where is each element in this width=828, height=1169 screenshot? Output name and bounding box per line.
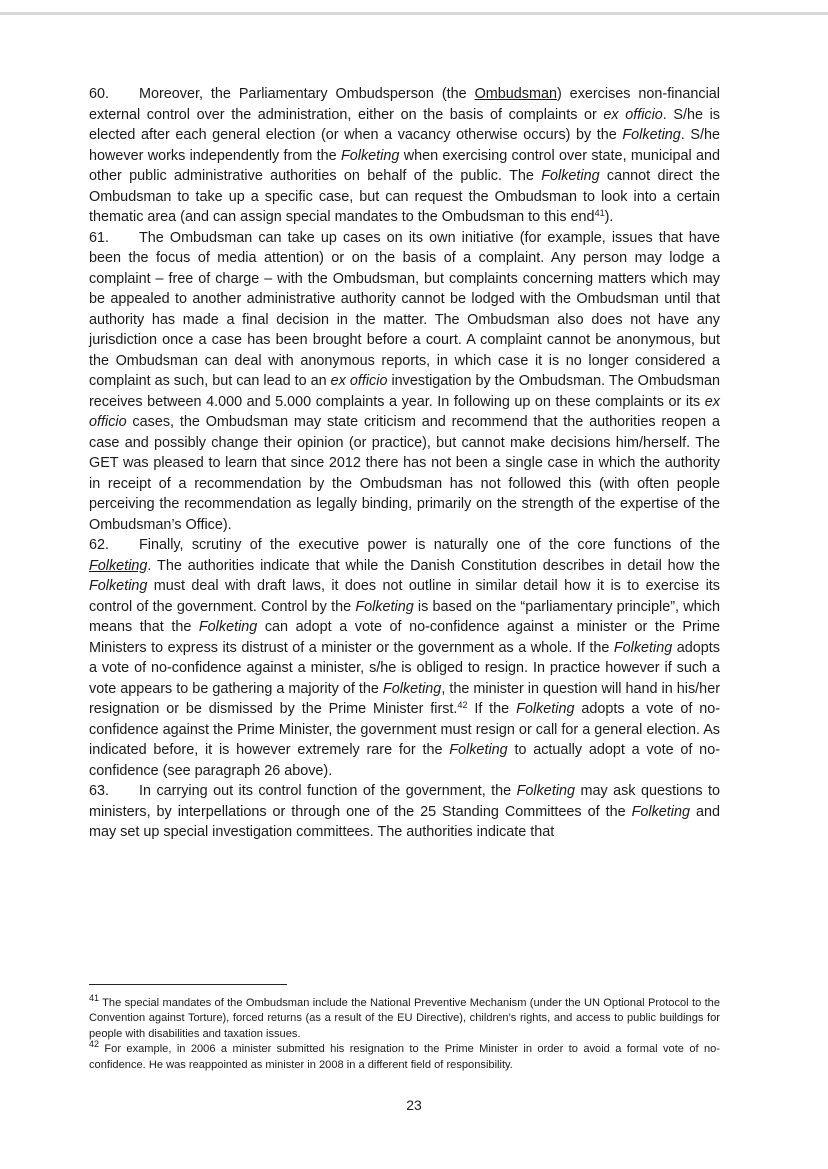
text-run: , the minister in question will hand in his/her resignation or be dismissed by the Prime Minister first.	[89, 680, 720, 717]
text-run: If the	[467, 701, 517, 717]
paragraph-number: 61.	[89, 229, 110, 246]
paragraph-63	[89, 781, 720, 843]
text-run: Folketing	[631, 803, 690, 820]
text-run: In carrying out its control function of the government, the	[139, 783, 517, 799]
text-run: may ask questions to ministers, by interpellations or through one of the 25 Standing Committees of the	[89, 783, 720, 820]
text-run: and may set up special investigation committees. The authorities indicate that	[89, 803, 720, 840]
paragraph-number: 60.	[89, 86, 110, 102]
paragraph-61	[89, 228, 720, 536]
page-number: 23	[406, 1097, 422, 1113]
footnotes	[89, 993, 720, 1073]
footnote-41-text: The special mandates of the Ombudsman include the National Preventive Mechanism (under the UN Optional Protocol to the Convention against Torture), forced returns (as a result of the EU Directive), children’s rights, and access to public buildings for people with disabilities and taxation issues.	[89, 997, 720, 1040]
text-run: Folketing	[340, 147, 400, 164]
footnote-42	[89, 1039, 720, 1073]
page-top-border	[0, 12, 828, 15]
text-run: when exercising control over state, municipal and other public administrative authorities on behalf of the public. The	[89, 147, 720, 184]
text-run: Folketing	[198, 619, 258, 635]
text-run: Folketing	[613, 639, 673, 656]
text-run: Moreover, the Parliamentary Ombudsperson (the	[139, 86, 475, 102]
footnote-reference: 42	[457, 700, 468, 710]
text-run: can adopt a vote of no-confidence against a minister or the Prime Ministers to express its distrust of a minister or the government as a whole. If the	[89, 619, 720, 656]
document-body	[89, 84, 720, 843]
text-run: . S/he is elected after each general election (or when a vacancy otherwise occurs) by the	[89, 106, 720, 143]
text-run: Folketing	[449, 742, 508, 758]
text-run: ).	[604, 209, 614, 225]
text-run: cannot direct the Ombudsman to take up a specific case, but can request the Ombudsman to look into a certain thematic area (and can assign special mandates to the Ombudsman to this end	[89, 168, 720, 225]
text-run: Folketing	[355, 598, 414, 615]
footnote-separator	[89, 984, 287, 985]
paragraph-number: 62.	[89, 537, 110, 553]
text-run: Folketing	[622, 127, 681, 143]
text-run: Folketing	[516, 701, 575, 717]
text-run: to actually adopt a vote of no-confidence (see paragraph 26 above).	[89, 742, 720, 779]
text-run: cases, the Ombudsman may state criticism and recommend that the authorities reopen a case and possibly change their opinion (or practice), but cannot make decisions him/herself. The GET was pleased to learn that since 2012 there has not been a single case in which the authority in receipt of a recommendation by the Ombudsman has not followed this (with often people perceiving the recommendation as legally binding, primarily on the strength of the expertise of the Ombudsman’s Office).	[89, 414, 720, 533]
text-run: . The authorities indicate that while the Danish Constitution describes in detail how the	[147, 557, 720, 574]
footnote-42-marker: 42	[89, 1039, 100, 1050]
text-run: . S/he however works independently from the	[89, 127, 720, 164]
footnote-reference: 41	[594, 208, 605, 218]
footnote-42-text: For example, in 2006 a minister submitted his resignation to the Prime Minister in order to avoid a formal vote of no-confidence. He was reappointed as minister in 2008 in a different field of responsibility.	[89, 1043, 720, 1071]
text-run: ex officio	[330, 373, 388, 389]
text-run: is based on the “parliamentary principle”, which means that the	[89, 598, 720, 635]
text-run: Folketing	[382, 680, 442, 697]
text-run: The Ombudsman can take up cases on its own initiative (for example, issues that have been the focus of media attention) or on the basis of a complaint. Any person may lodge a complaint – free of charge – with the Ombudsman, but complaints concerning matters which may be appealed to another administrative authority cannot be lodged with the Ombudsman until that authority has made a final decision in the matter. The Ombudsman also does not have any jurisdiction once a case has been brought before a court. A complaint cannot be anonymous, but the Ombudsman can deal with anonymous reports, in which case it is no longer considered a complaint as such, but can lead to an	[89, 229, 720, 389]
text-run: investigation by the Ombudsman. The Ombudsman receives between 4.000 and 5.000 complaints a year. In following up on these complaints or its	[89, 373, 721, 410]
text-run: Folketing	[516, 783, 576, 799]
text-run: Folketing	[89, 578, 148, 594]
text-run: Folketing	[89, 557, 148, 574]
text-run: Folketing	[541, 168, 600, 184]
text-run: ex officio	[89, 393, 720, 430]
text-run: adopts a vote of no-confidence against a minister, s/he is obliged to resign. In practice however if such a vote appears to be gathering a majority of the	[89, 639, 720, 697]
footnote-41-marker: 41	[89, 993, 100, 1003]
footnote-41	[89, 993, 720, 1042]
paragraph-62	[89, 535, 720, 781]
paragraph-number: 63.	[89, 783, 110, 799]
text-run: Finally, scrutiny of the executive power is naturally one of the core functions of the	[139, 537, 720, 553]
text-run: must deal with draft laws, it does not outline in similar detail how it is to exercise its control of the government. Control by the	[89, 578, 720, 615]
text-run: adopts a vote of no-confidence against the Prime Minister, the government must resign or call for a general election. As indicated before, it is however extremely rare for the	[89, 701, 721, 758]
text-run: ) exercises non-financial external control over the administration, either on the basis of complaints or	[89, 86, 720, 123]
paragraph-60	[89, 84, 720, 228]
text-run: Ombudsman	[474, 86, 557, 102]
text-run: ex officio	[603, 106, 663, 123]
